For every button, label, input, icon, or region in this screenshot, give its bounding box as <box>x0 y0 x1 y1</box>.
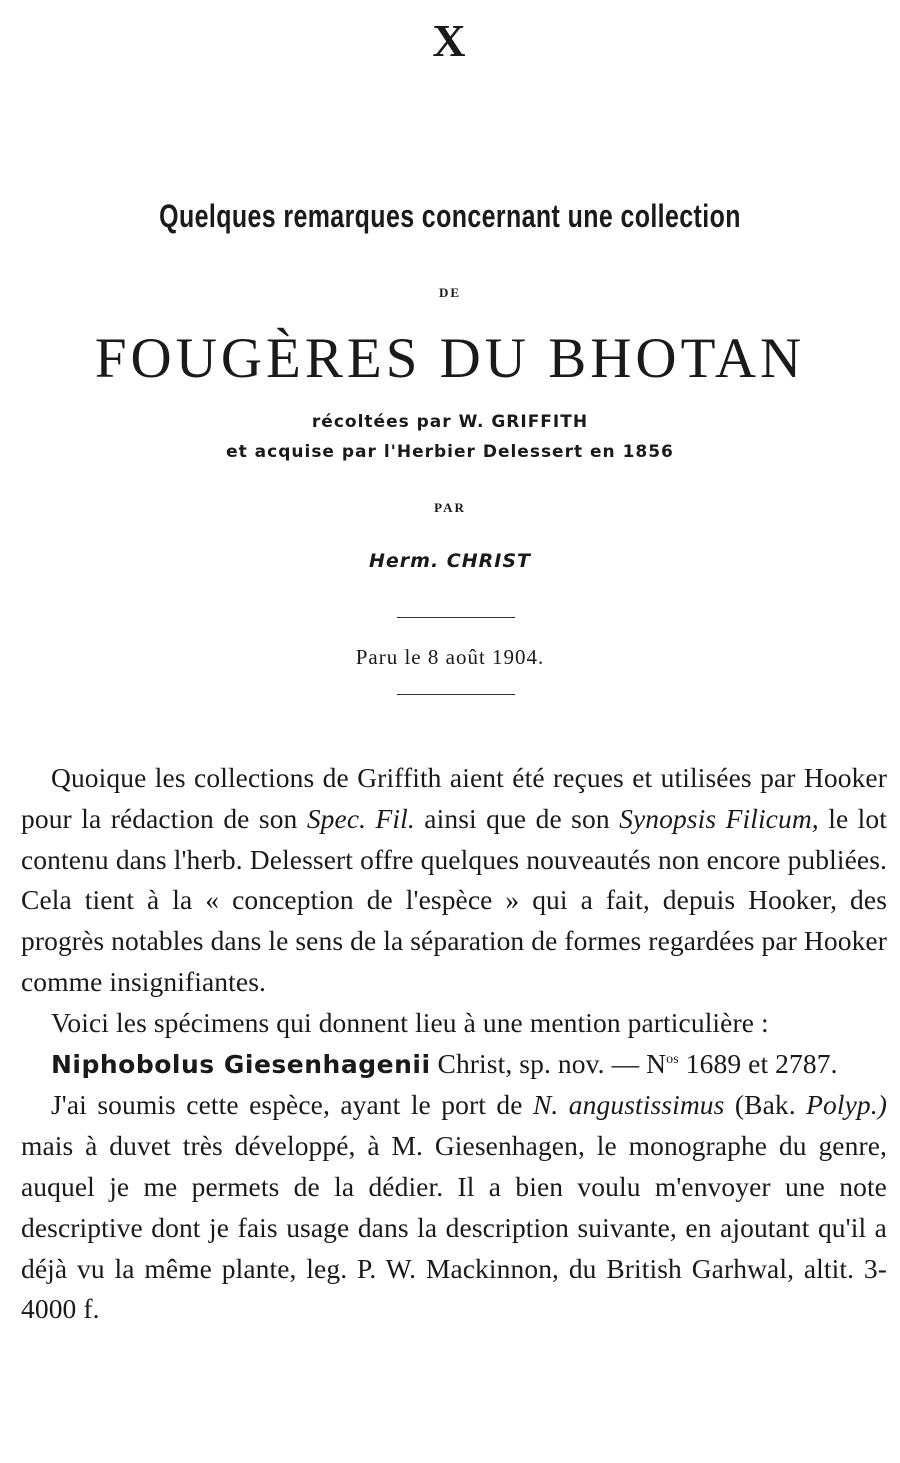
p4-species: N. angustissimus <box>532 1089 725 1121</box>
title-line: Quelques remarques concernant une collection <box>159 198 741 234</box>
subtitle-collector: récoltées par W. GRIFFITH <box>311 412 589 432</box>
p1-text-c: le lot contenu dans l'herb. Delessert offre quelques nouveautés non encore publiées. Cela tient à la « conception de l'espèce » qui a fait, depuis Hooker, des progrès notables dans le sens de la séparation de formes regardées par Hooker comme insignifiantes. <box>21 802 887 997</box>
p4-text-c: mais à duvet très développé, à M. Giesenhagen, le monographe du genre, auquel je me permets de la dédier. Il a bien voulu m'envoyer une note descriptive dont je fais usage dans la description suivante, en ajoutant qu'il a déjà vu la même plante, leg. P. W. Mackinnon, du British Garhwal, altit. 3-4000 f. <box>21 1130 887 1325</box>
paragraph-3 <box>21 1044 887 1086</box>
p3-superscript: os <box>666 1051 679 1067</box>
title-connector: DE <box>438 285 462 300</box>
subtitle-acquisition: et acquise par l'Herbier Delessert en 1856 <box>226 442 674 462</box>
paragraph-4 <box>21 1085 887 1330</box>
p3-text-a: Christ, sp. nov. — N <box>430 1047 667 1079</box>
main-title: FOUGÈRES DU BHOTAN <box>94 327 806 390</box>
p3-text-b: 1689 et 2787. <box>678 1047 838 1079</box>
divider-bottom <box>397 694 515 695</box>
paragraph-1 <box>21 758 887 1003</box>
by-label: PAR <box>434 500 466 515</box>
divider-top <box>397 617 515 618</box>
species-name: Niphobolus Giesenhagenii <box>51 1049 431 1079</box>
p4-polyp: Polyp.) <box>806 1089 888 1121</box>
chapter-number: X <box>432 15 468 66</box>
publication-date: Paru le 8 août 1904. <box>355 645 545 669</box>
paragraph-2: Voici les spécimens qui donnent lieu à une mention particulière : <box>51 1006 769 1038</box>
p1-synopsis: Synopsis Filicum, <box>619 802 819 834</box>
p4-text-b: (Bak. <box>724 1089 807 1121</box>
p1-text-b: ainsi que de son <box>414 802 620 834</box>
p4-text-a: J'ai soumis cette espèce, ayant le port de <box>51 1089 533 1121</box>
p1-text-a: Quoique les collections de Griffith aient été reçues et utilisées par Hooker pour la rédaction de son <box>21 762 887 834</box>
p1-spec-fil: Spec. Fil. <box>306 802 415 834</box>
author-name: Herm. CHRIST <box>369 550 531 572</box>
body-text <box>21 758 887 1330</box>
